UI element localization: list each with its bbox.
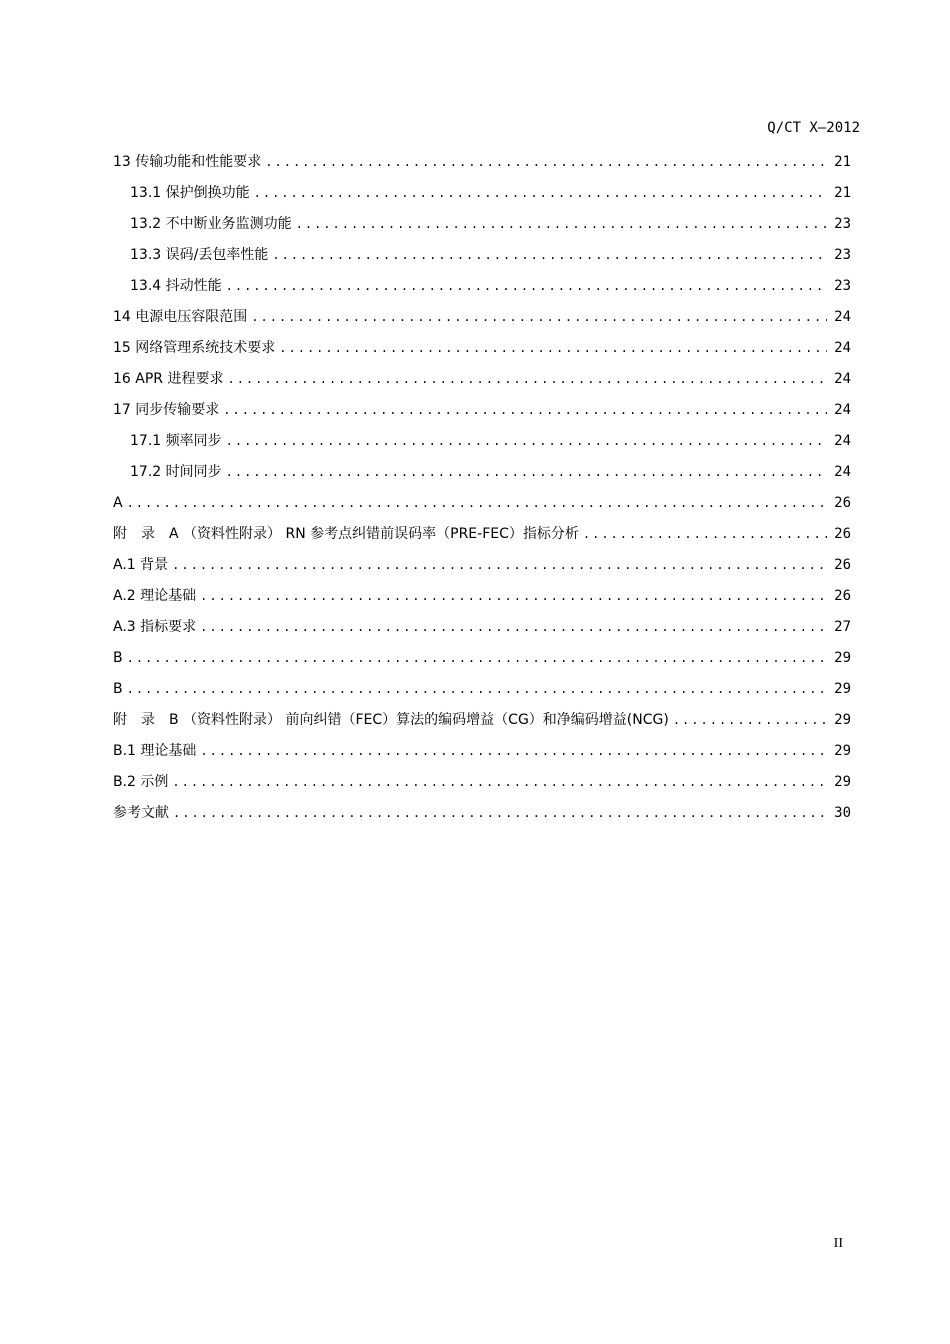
toc-leader-dots [226,432,827,450]
toc-entry-page: 23 [834,247,851,263]
toc-entry-page: 30 [834,805,851,821]
toc-entry-page: 26 [834,588,851,604]
document-code: Q/CT X—2012 [767,120,860,136]
toc-entry-page: 29 [834,681,851,697]
toc-entry-label: B.1 理论基础 [113,743,197,759]
toc-leader-dots [272,246,827,264]
toc-entry-label: 13.3 误码/丢包率性能 [130,247,269,263]
toc-entry[interactable] [113,636,851,667]
toc-entry-label: B [113,681,123,697]
toc-leader-dots [200,587,827,605]
toc-entry[interactable] [113,233,851,264]
toc-entry[interactable] [113,667,851,698]
toc-entry-page: 26 [834,526,851,542]
toc-leader-dots [254,184,827,202]
toc-leader-dots [226,277,827,295]
toc-entry-label: 13.4 抖动性能 [130,278,222,294]
toc-entry[interactable] [113,729,851,760]
toc-entry-label: B.2 示例 [113,774,169,790]
toc-entry-page: 23 [834,278,851,294]
toc-entry[interactable] [113,760,851,791]
toc-leader-dots [172,773,827,791]
toc-entry-label: 13.1 保护倒换功能 [130,185,250,201]
toc-leader-dots [296,215,827,233]
toc-entry-label: 附 录 A （资料性附录） RN 参考点纠错前误码率（PRE-FEC）指标分析 [113,526,579,542]
toc-entry-page: 23 [834,216,851,232]
toc-leader-dots [227,370,827,388]
toc-entry-label: B [113,650,123,666]
toc-entry-page: 29 [834,743,851,759]
toc-entry-label: A [113,495,123,511]
toc-leader-dots [226,463,827,481]
toc-entry-label: 17.1 频率同步 [130,433,222,449]
toc-entry-page: 24 [834,464,851,480]
toc-entry-page: 29 [834,650,851,666]
toc-entry[interactable] [113,419,851,450]
toc-entry-page: 29 [834,774,851,790]
toc-entry-page: 29 [834,712,851,728]
toc-entry[interactable] [113,574,851,605]
toc-entry-label: 附 录 B （资料性附录） 前向纠错（FEC）算法的编码增益（CG）和净编码增益(NCG) [113,712,669,728]
toc-leader-dots [265,153,827,171]
toc-leader-dots [223,401,827,419]
toc-entry[interactable] [113,450,851,481]
toc-leader-dots [172,556,827,574]
toc-leader-dots [127,680,827,698]
toc-leader-dots [251,308,827,326]
toc-entry[interactable] [113,295,851,326]
toc-entry-label: A.3 指标要求 [113,619,197,635]
toc-entry-label: 参考文献 [113,805,169,821]
toc-entry[interactable] [113,388,851,419]
toc-entry[interactable] [113,357,851,388]
toc-leader-dots [127,649,827,667]
toc-entry-label: 17.2 时间同步 [130,464,222,480]
toc-leader-dots [200,618,827,636]
toc-entry-label: 17 同步传输要求 [113,402,220,418]
toc-entry[interactable] [113,202,851,233]
toc-leader-dots [279,339,827,357]
toc-entry[interactable] [113,512,851,543]
toc-leader-dots [127,494,827,512]
toc-entry-page: 21 [834,185,851,201]
toc-leader-dots [583,525,827,543]
toc-entry-page: 21 [834,154,851,170]
toc-entry[interactable] [113,791,851,822]
table-of-contents [113,140,851,822]
toc-entry[interactable] [113,326,851,357]
toc-entry-page: 27 [834,619,851,635]
toc-leader-dots [200,742,827,760]
toc-entry-label: 16 APR 进程要求 [113,371,224,387]
toc-entry-label: 14 电源电压容限范围 [113,309,248,325]
toc-entry[interactable] [113,543,851,574]
toc-entry-page: 24 [834,309,851,325]
toc-leader-dots [173,804,827,822]
toc-entry[interactable] [113,171,851,202]
toc-entry-page: 24 [834,433,851,449]
toc-entry-label: A.2 理论基础 [113,588,197,604]
toc-entry-page: 24 [834,371,851,387]
page-number: II [833,1236,843,1251]
toc-entry-page: 24 [834,402,851,418]
toc-entry-page: 26 [834,495,851,511]
toc-entry-label: 13.2 不中断业务监测功能 [130,216,292,232]
toc-entry-page: 26 [834,557,851,573]
toc-entry-page: 24 [834,340,851,356]
toc-leader-dots [673,711,827,729]
toc-entry-label: A.1 背景 [113,557,169,573]
toc-entry[interactable] [113,264,851,295]
toc-entry-label: 13 传输功能和性能要求 [113,154,262,170]
toc-entry[interactable] [113,140,851,171]
toc-entry-label: 15 网络管理系统技术要求 [113,340,276,356]
toc-entry[interactable] [113,481,851,512]
toc-entry[interactable] [113,605,851,636]
toc-entry[interactable] [113,698,851,729]
